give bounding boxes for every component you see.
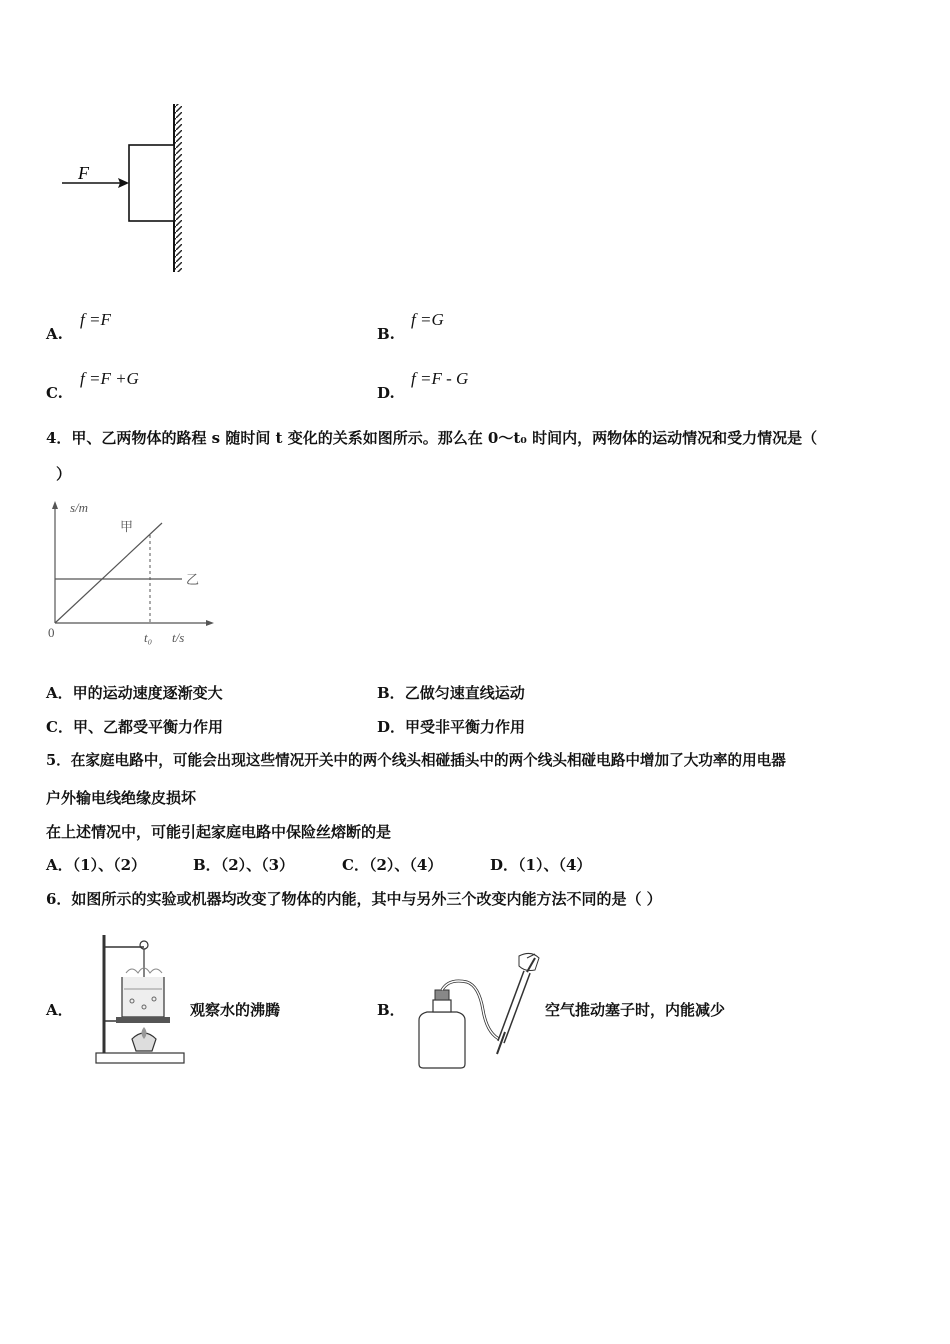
q4-option-c[interactable]: [46, 717, 223, 737]
series-jia-line: [55, 523, 162, 623]
option-letter: A.: [46, 325, 63, 343]
q5-stem-line1: 5．在家庭电路中，可能会出现这些情况开关中的两个线头相碰插头中的两个线头相碰电路中增加了大功率的用电器: [46, 752, 786, 769]
q6-stem-line1: 6．如图所示的实验或机器均改变了物体的内能，其中与另外三个改变内能方法不同的是（ ）: [46, 890, 662, 908]
option-text: 乙做匀速直线运动: [404, 684, 525, 702]
option-formula: f =F - G: [411, 369, 469, 388]
q5-option-a[interactable]: [46, 855, 146, 875]
q3-option-a[interactable]: [46, 308, 346, 348]
option-letter: A．: [46, 856, 73, 874]
x-axis-arrowhead: [206, 620, 214, 626]
wall-hatching: [174, 104, 182, 272]
option-text: （1）、（4）: [518, 856, 592, 874]
option-caption: 观察水的沸腾: [190, 1001, 281, 1019]
q4-option-a[interactable]: [46, 683, 223, 703]
option-letter: D．: [377, 718, 406, 736]
q5-option-b[interactable]: [193, 855, 294, 875]
option-letter: B.: [377, 325, 395, 343]
pump-bottle-apparatus-image: [409, 950, 549, 1072]
q6-option-a[interactable]: [46, 925, 366, 1075]
option-text: 甲、乙都受平衡力作用: [72, 718, 223, 736]
q3-option-b[interactable]: [377, 308, 677, 348]
q4-option-b[interactable]: [377, 683, 525, 703]
q3-option-c[interactable]: [46, 367, 346, 407]
option-text: （1）、（2）: [72, 856, 147, 874]
option-text: 甲受非平衡力作用: [405, 718, 526, 736]
option-text: 甲的运动速度逐渐变大: [72, 684, 223, 702]
y-axis-arrowhead: [52, 501, 58, 509]
q6-option-b[interactable]: [377, 950, 797, 1075]
x-axis-label: t/s: [172, 630, 185, 645]
option-formula: f =F +G: [80, 369, 139, 388]
boiling-water-apparatus-image: [92, 927, 190, 1075]
option-letter: B．: [377, 1001, 405, 1019]
q5-stem-line3: 在上述情况中，可能引起家庭电路中保险丝熔断的是: [46, 823, 392, 841]
q5-option-c[interactable]: [342, 855, 442, 875]
option-letter: B．: [193, 856, 221, 874]
series-jia-label: 甲: [120, 519, 134, 534]
force-label: F: [78, 163, 89, 183]
origin-label: 0: [48, 625, 55, 640]
q4-option-d[interactable]: [377, 717, 525, 737]
option-letter: D．: [490, 856, 519, 874]
block-wall-figure: [50, 100, 200, 280]
t0-label: t₀: [144, 630, 153, 645]
option-text: （2）、（4）: [368, 856, 443, 874]
y-axis-label: s/m: [70, 500, 89, 515]
option-letter: D.: [377, 384, 395, 402]
q4-stem-line1: 4．甲、乙两物体的路程 s 随时间 t 变化的关系如图所示。那么在 0～t₀ 时间内，两物体的运动情况和受力情况是（: [46, 429, 818, 447]
option-caption: 空气推动塞子时，内能减少: [545, 1001, 726, 1019]
option-letter: C．: [342, 856, 369, 874]
q3-option-d[interactable]: [377, 367, 677, 407]
option-letter: A．: [46, 684, 73, 702]
option-letter: A．: [46, 1001, 73, 1019]
option-formula: f =F: [80, 310, 111, 329]
option-text: （2）、（3）: [220, 856, 295, 874]
s-t-graph: [42, 495, 217, 655]
option-letter: C．: [46, 718, 73, 736]
option-letter: C.: [46, 384, 63, 402]
option-letter: B．: [377, 684, 405, 702]
block: [129, 145, 174, 221]
option-formula: f =G: [411, 310, 444, 329]
series-yi-label: 乙: [186, 572, 200, 587]
q4-stem-line2: ）: [56, 465, 72, 483]
q5-stem-line2: 户外输电线绝缘皮损坏: [46, 789, 197, 807]
q5-option-d[interactable]: [490, 855, 591, 875]
